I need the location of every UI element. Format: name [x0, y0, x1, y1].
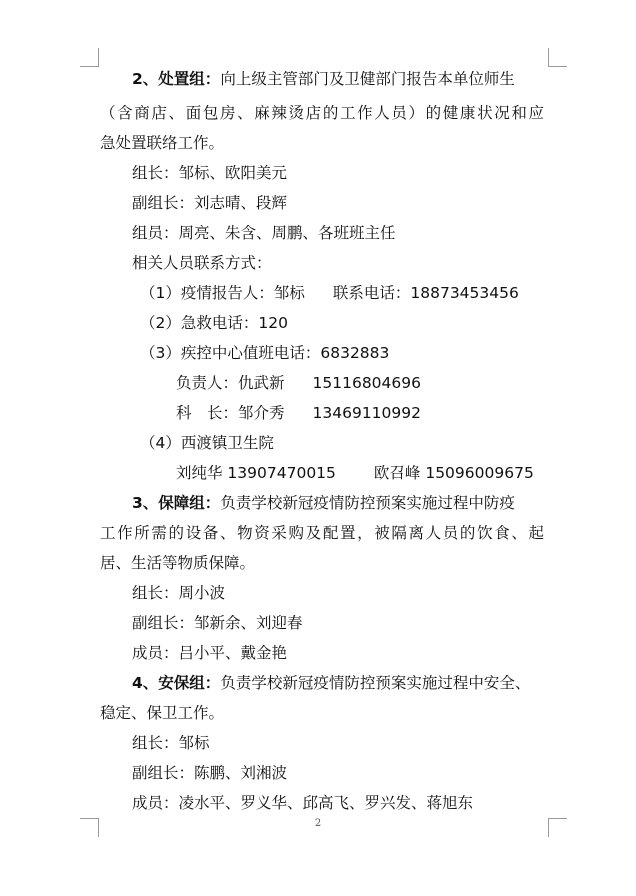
section-2-desc-line-2: （含商店、面包房、麻辣烫店的工作人员）的健康状况和应 [100, 104, 544, 122]
contact-reporter-label: （1）疫情报告人：邹标 [140, 284, 305, 302]
contact-hospital: （4）西渡镇卫生院 [140, 434, 274, 452]
section-4-title: 安保组： [158, 674, 221, 692]
section-2-desc-line-1: 向上级主管部门及卫健部门报告本单位师生 [220, 70, 515, 88]
section-3-desc-line-3: 居、生活等物质保障。 [100, 554, 256, 572]
section-4-heading-line [132, 668, 530, 698]
section-3-title: 保障组： [158, 494, 221, 512]
section-2-heading-line [132, 64, 515, 94]
section-2-desc-line-3: 急处置联络工作。 [100, 134, 225, 152]
section-3-leader: 组长：周小波 [132, 584, 226, 602]
contact-hospital-people [176, 458, 534, 488]
contact-cdc-head [176, 368, 421, 398]
contact-cdc-chief-phone: 13469110992 [312, 404, 421, 422]
contact-cdc-head-label: 负责人：仇武新 [176, 374, 285, 392]
section-4-desc-line-1: 负责学校新冠疫情防控预案实施过程中安全、 [220, 674, 531, 692]
page-number: 2 [314, 818, 322, 829]
contact-hospital-person-2: 欧召峰 15096009675 [373, 464, 534, 482]
page-corner-top-right [548, 48, 567, 67]
section-2-members: 组员：周亮、朱含、周鹏、各班班主任 [132, 224, 396, 242]
section-3-desc-line-2: 工作所需的设备、物资采购及配置，被隔离人员的饮食、起 [100, 524, 544, 542]
section-2-title: 处置组： [158, 70, 221, 88]
section-2-deputy: 副组长：刘志晴、段辉 [132, 194, 288, 212]
section-2-number: 2、 [132, 70, 159, 88]
section-3-desc-line-1: 负责学校新冠疫情防控预案实施过程中防疫 [220, 494, 515, 512]
section-4-deputy: 副组长：陈鹏、刘湘波 [132, 764, 288, 782]
section-3-number: 3、 [132, 494, 159, 512]
section-3-heading-line [132, 488, 515, 518]
contacts-heading: 相关人员联系方式： [132, 254, 272, 272]
contact-cdc-chief [176, 398, 421, 428]
section-4-members: 成员：凌水平、罗义华、邱高飞、罗兴发、蒋旭东 [132, 794, 474, 812]
section-2-leader: 组长：邹标、欧阳美元 [132, 164, 288, 182]
section-4-number: 4、 [132, 674, 159, 692]
section-3-members: 成员：吕小平、戴金艳 [132, 644, 288, 662]
page-corner-top-left [80, 48, 99, 67]
contact-emergency: （2）急救电话：120 [140, 314, 288, 332]
contact-hospital-person-1: 刘纯华 13907470015 [176, 464, 336, 482]
section-3-deputy: 副组长：邹新余、刘迎春 [132, 614, 303, 632]
contact-reporter [140, 278, 519, 308]
section-4-desc-line-2: 稳定、保卫工作。 [100, 704, 225, 722]
contact-cdc-chief-label: 科 长：邹介秀 [176, 404, 285, 422]
contact-reporter-phone: 联系电话：18873453456 [332, 284, 519, 302]
contact-cdc-head-phone: 15116804696 [312, 374, 421, 392]
contact-cdc: （3）疾控中心值班电话：6832883 [140, 344, 390, 362]
section-4-leader: 组长：邹标 [132, 734, 210, 752]
